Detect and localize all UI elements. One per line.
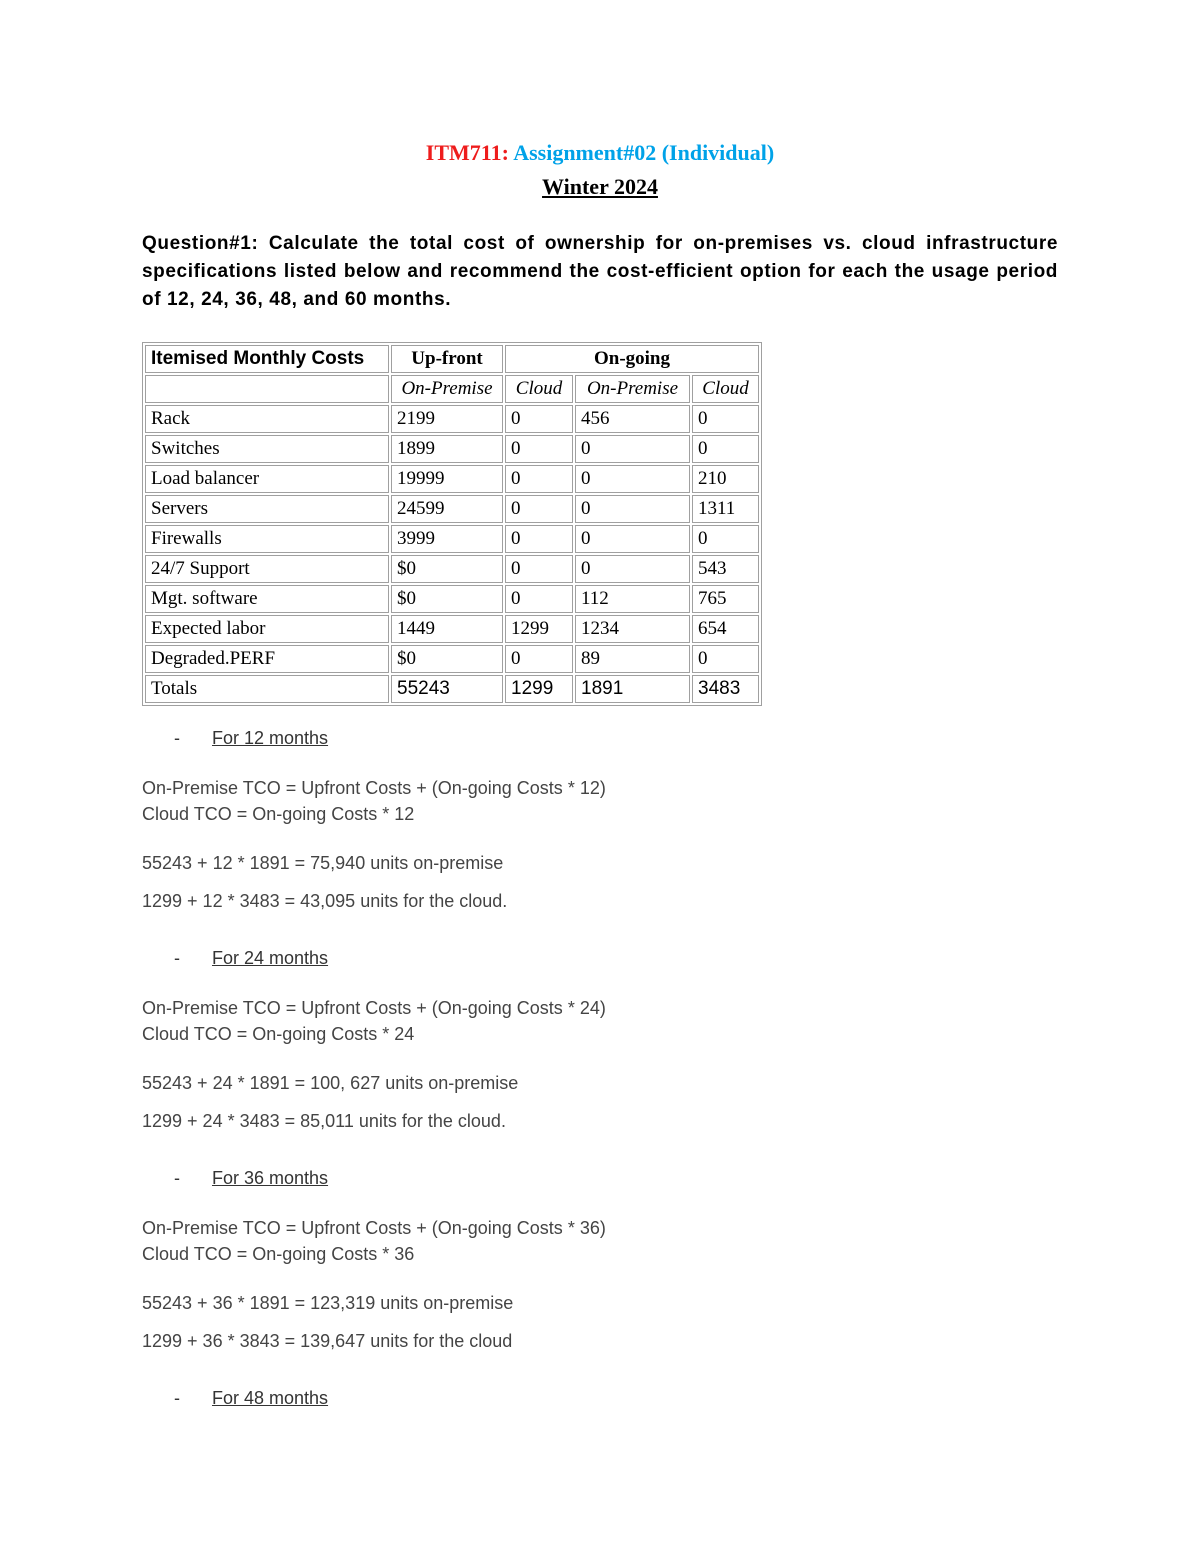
- section-heading-24: [174, 948, 328, 969]
- cell-ongoing-cloud: 543: [692, 555, 759, 583]
- cell-ongoing-onprem: 456: [575, 405, 690, 433]
- course-code: ITM711:: [425, 140, 509, 165]
- cell-upfront-cloud: 0: [505, 525, 573, 553]
- cell-upfront-cloud: 0: [505, 555, 573, 583]
- header-upfront: Up-front: [391, 345, 503, 373]
- cell-ongoing-onprem: 0: [575, 435, 690, 463]
- calc-cloud-36: 1299 + 36 * 3843 = 139,647 units for the cloud: [142, 1331, 513, 1351]
- cell-ongoing-onprem: 89: [575, 645, 690, 673]
- row-label: Load balancer: [145, 465, 389, 493]
- total-upfront-onprem: 55243: [391, 675, 503, 703]
- header-itemised: Itemised Monthly Costs: [145, 345, 389, 373]
- cell-ongoing-cloud: 0: [692, 645, 759, 673]
- cell-ongoing-cloud: 0: [692, 435, 759, 463]
- cell-ongoing-cloud: 1311: [692, 495, 759, 523]
- row-label: Mgt. software: [145, 585, 389, 613]
- cell-upfront-onprem: 1899: [391, 435, 503, 463]
- table-row-totals: [145, 675, 759, 703]
- cell-upfront-cloud: 0: [505, 465, 573, 493]
- formula-cloud-12: Cloud TCO = On-going Costs * 12: [142, 804, 415, 824]
- formula-cloud-24: Cloud TCO = On-going Costs * 24: [142, 1024, 415, 1044]
- heading-label: For 24 months: [212, 948, 329, 968]
- bullet-dash: -: [174, 948, 180, 968]
- formula-onprem-12: On-Premise TCO = Upfront Costs + (On-going Costs * 12): [142, 778, 606, 798]
- cell-upfront-onprem: $0: [391, 585, 503, 613]
- assignment-title: Assignment#02 (Individual): [513, 140, 775, 165]
- row-label: Totals: [145, 675, 389, 703]
- header-ongoing: On-going: [505, 345, 759, 373]
- subheader-ongoing-cloud: Cloud: [692, 375, 759, 403]
- table-row: [145, 405, 759, 433]
- table-row: [145, 585, 759, 613]
- table-row: [145, 645, 759, 673]
- section-heading-48: [174, 1388, 328, 1409]
- section-heading-12: [174, 728, 328, 749]
- row-label: 24/7 Support: [145, 555, 389, 583]
- calc-onprem-24: 55243 + 24 * 1891 = 100, 627 units on-premise: [142, 1073, 519, 1093]
- heading-label: For 48 months: [212, 1388, 329, 1408]
- cell-ongoing-cloud: 0: [692, 405, 759, 433]
- cell-upfront-cloud: 0: [505, 435, 573, 463]
- calc-onprem-12: 55243 + 12 * 1891 = 75,940 units on-premise: [142, 853, 504, 873]
- cell-upfront-onprem: 24599: [391, 495, 503, 523]
- bullet-dash: -: [174, 1168, 180, 1188]
- row-label: Expected labor: [145, 615, 389, 643]
- table-row: [145, 555, 759, 583]
- term-title: Winter 2024: [542, 174, 658, 199]
- calc-cloud-24: 1299 + 24 * 3483 = 85,011 units for the cloud.: [142, 1111, 506, 1131]
- cell-upfront-onprem: 1449: [391, 615, 503, 643]
- cell-ongoing-onprem: 1234: [575, 615, 690, 643]
- cell-upfront-onprem: 2199: [391, 405, 503, 433]
- table-row: [145, 495, 759, 523]
- table-row: [145, 435, 759, 463]
- cell-ongoing-onprem: 0: [575, 465, 690, 493]
- heading-label: For 36 months: [212, 1168, 329, 1188]
- row-label: Servers: [145, 495, 389, 523]
- table-row: [145, 615, 759, 643]
- bullet-dash: -: [174, 1388, 180, 1408]
- heading-label: For 12 months: [212, 728, 329, 748]
- cell-upfront-cloud: 0: [505, 495, 573, 523]
- subheader-upfront-cloud: Cloud: [505, 375, 573, 403]
- row-label: Degraded.PERF: [145, 645, 389, 673]
- bullet-dash: -: [174, 728, 180, 748]
- table-row: [145, 465, 759, 493]
- cell-upfront-onprem: $0: [391, 645, 503, 673]
- cell-upfront-cloud: 1299: [505, 615, 573, 643]
- section-heading-36: [174, 1168, 328, 1189]
- cell-upfront-onprem: 3999: [391, 525, 503, 553]
- calc-cloud-12: 1299 + 12 * 3483 = 43,095 units for the cloud.: [142, 891, 508, 911]
- calc-onprem-36: 55243 + 36 * 1891 = 123,319 units on-premise: [142, 1293, 514, 1313]
- total-upfront-cloud: 1299: [505, 675, 573, 703]
- formula-onprem-24: On-Premise TCO = Upfront Costs + (On-going Costs * 24): [142, 998, 606, 1018]
- formula-onprem-36: On-Premise TCO = Upfront Costs + (On-going Costs * 36): [142, 1218, 606, 1238]
- cell-ongoing-cloud: 210: [692, 465, 759, 493]
- cell-ongoing-cloud: 0: [692, 525, 759, 553]
- table-header-row: [145, 345, 759, 373]
- row-label: Switches: [145, 435, 389, 463]
- cell-ongoing-cloud: 765: [692, 585, 759, 613]
- subheader-ongoing-onprem: On-Premise: [575, 375, 690, 403]
- cell-upfront-onprem: $0: [391, 555, 503, 583]
- subheader-upfront-onprem: On-Premise: [391, 375, 503, 403]
- formula-cloud-36: Cloud TCO = On-going Costs * 36: [142, 1244, 415, 1264]
- cell-ongoing-onprem: 112: [575, 585, 690, 613]
- row-label: Rack: [145, 405, 389, 433]
- cell-ongoing-onprem: 0: [575, 525, 690, 553]
- subheader-blank: [145, 375, 389, 403]
- row-label: Firewalls: [145, 525, 389, 553]
- cell-upfront-cloud: 0: [505, 405, 573, 433]
- question-text: Question#1: Calculate the total cost of ownership for on-premises vs. cloud infrastructure specifications listed below and recommend the cost-efficient option for each the usage period of 12, 24, 36, 48, and 60 months.: [142, 233, 1058, 310]
- cell-ongoing-cloud: 654: [692, 615, 759, 643]
- document-title: [0, 140, 1200, 166]
- cell-ongoing-onprem: 0: [575, 555, 690, 583]
- cost-table: [142, 342, 762, 706]
- total-ongoing-cloud: 3483: [692, 675, 759, 703]
- cell-ongoing-onprem: 0: [575, 495, 690, 523]
- total-ongoing-onprem: 1891: [575, 675, 690, 703]
- table-subheader-row: [145, 375, 759, 403]
- table-row: [145, 525, 759, 553]
- cell-upfront-cloud: 0: [505, 645, 573, 673]
- cell-upfront-onprem: 19999: [391, 465, 503, 493]
- cell-upfront-cloud: 0: [505, 585, 573, 613]
